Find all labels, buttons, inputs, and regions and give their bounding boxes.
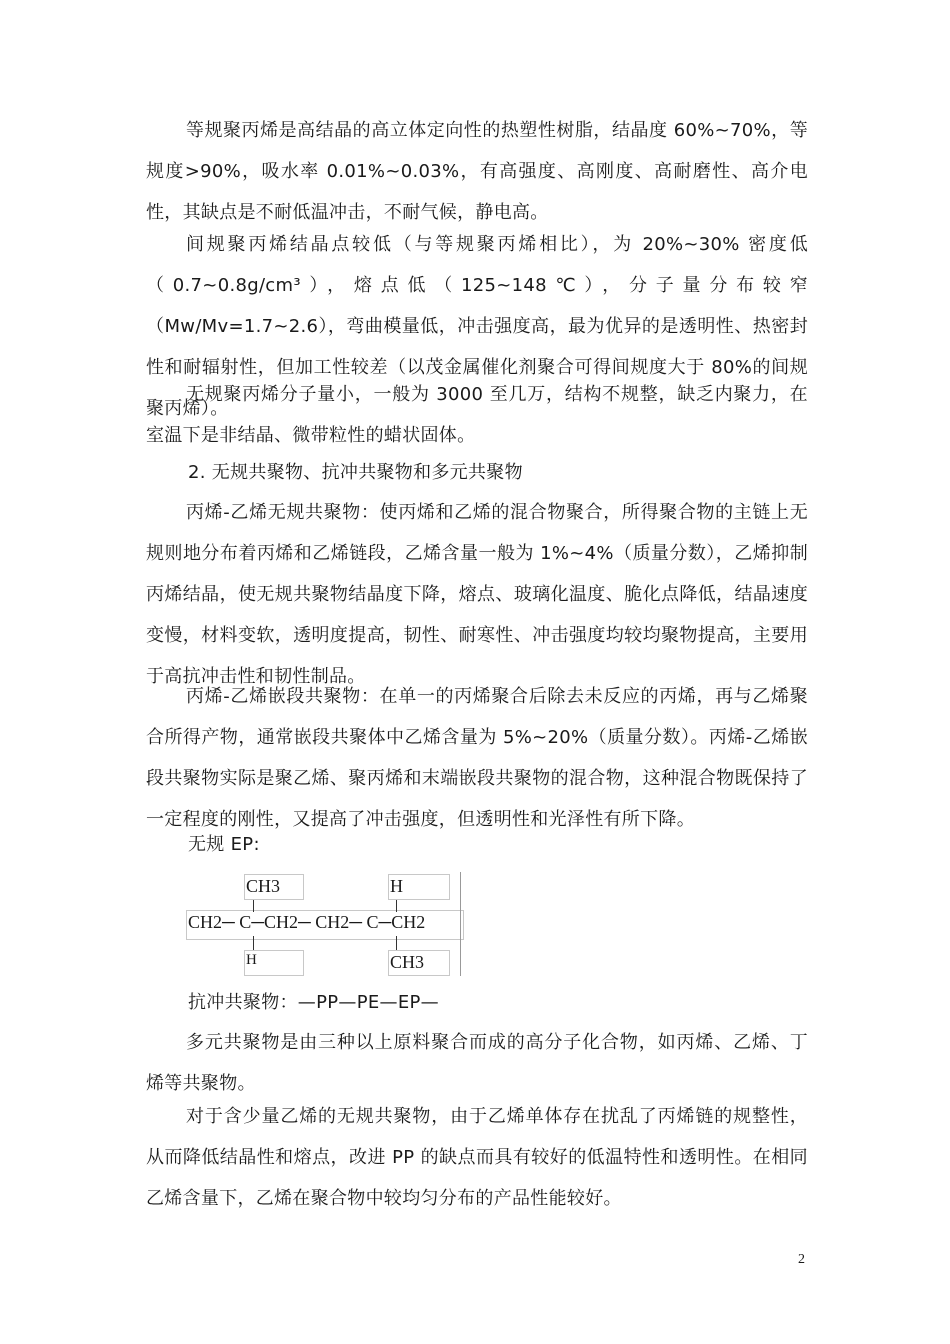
paragraph-block-copolymer: 丙烯-乙烯嵌段共聚物：在单一的丙烯聚合后除去未反应的丙烯，再与乙烯聚合所得产物，通常嵌段共聚体中乙烯含量为 5%~20%（质量分数）。丙烯-乙烯嵌段共聚物实际是聚乙烯、聚丙烯和末端嵌段共聚物的混合物，这种混合物既保持了一定程度的刚性，又提高了冲击强度，但透明性和光泽性有所下降。 xyxy=(146,686,808,830)
formula-top-right: H xyxy=(390,876,403,896)
paragraph-syndiotactic: 间规聚丙烯结晶点较低（与等规聚丙烯相比），为 20%~30% 密度低（0.7~0.8g/cm³），熔点低（125~148℃），分子量分布较窄（Mw/Mv=1.7~2.6），弯曲模量低，冲击强度高，最为优异的是透明性、热密封性和耐辐射性，但加工性较差（以茂金属催化剂聚合可得间规度大于 80%的间规聚丙烯）。 xyxy=(146,234,808,419)
paragraph-random-copolymer: 丙烯-乙烯无规共聚物：使丙烯和乙烯的混合物聚合，所得聚合物的主链上无规则地分布着丙烯和乙烯链段，乙烯含量一般为 1%~4%（质量分数），乙烯抑制丙烯结晶，使无规共聚物结晶度下降，熔点、玻璃化温度、脆化点降低，结晶速度变慢，材料变软，透明度提高，韧性、耐寒性、冲击强度均较均聚物提高，主要用于高抗冲击性和韧性制品。 xyxy=(146,502,808,687)
paragraph-terpolymer: 多元共聚物是由三种以上原料聚合而成的高分子化合物，如丙烯、乙烯、丁烯等共聚物。 xyxy=(146,1032,808,1094)
ep-label: 无规 EP: xyxy=(188,834,260,855)
formula-bond xyxy=(396,936,397,950)
structural-formula xyxy=(182,872,472,976)
formula-bond xyxy=(253,900,254,912)
formula-bond xyxy=(396,900,397,912)
formula-bond xyxy=(253,936,254,950)
formula-bottom-left: H xyxy=(246,952,257,968)
formula-divider xyxy=(460,872,461,976)
impact-copolymer: 抗冲共聚物：—PP—PE—EP— xyxy=(188,992,439,1013)
formula-main-chain: CH2─ C─CH2─ CH2─ C─CH2 xyxy=(188,912,426,932)
page-number: 2 xyxy=(798,1252,805,1267)
paragraph-summary: 对于含少量乙烯的无规共聚物，由于乙烯单体存在扰乱了丙烯链的规整性，从而降低结晶性和熔点，改进 PP 的缺点而具有较好的低温特性和透明性。在相同乙烯含量下，乙烯在聚合物中较均匀分布的产品性能较好。 xyxy=(146,1106,808,1209)
section-heading: 2. 无规共聚物、抗冲共聚物和多元共聚物 xyxy=(188,462,523,483)
paragraph-isotactic: 等规聚丙烯是高结晶的高立体定向性的热塑性树脂，结晶度 60%~70%，等规度>90%，吸水率 0.01%~0.03%，有高强度、高刚度、高耐磨性、高介电性，其缺点是不耐低温冲击，不耐气候，静电高。 xyxy=(146,120,808,223)
formula-bottom-right: CH3 xyxy=(390,952,425,972)
paragraph-atactic: 无规聚丙烯分子量小，一般为 3000 至几万，结构不规整，缺乏内聚力，在室温下是非结晶、微带粒性的蜡状固体。 xyxy=(146,384,808,446)
formula-top-left: CH3 xyxy=(246,876,281,896)
